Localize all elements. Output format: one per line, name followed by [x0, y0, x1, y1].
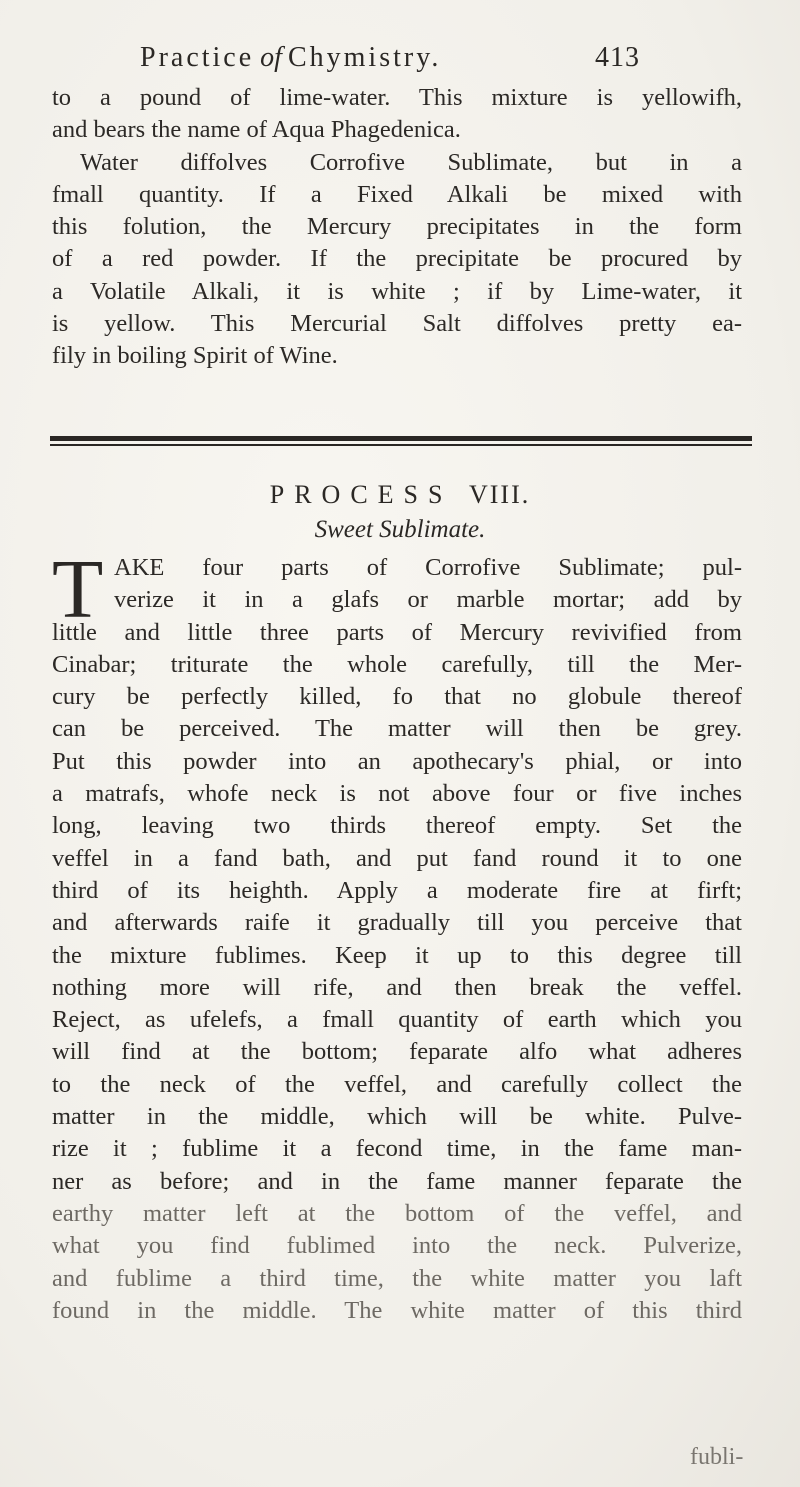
text-line: matter in the middle, which will be white. Pulve- — [52, 1103, 742, 1131]
text-line: Reject, as ufelefs, a fmall quantity of earth which you — [52, 1006, 742, 1034]
text-line: verize it in a glafs or marble mortar; add by — [114, 586, 742, 614]
process-heading-number: VIII. — [468, 480, 531, 509]
catchword: fubli- — [690, 1444, 744, 1470]
text-line: and fublime a third time, the white matter you laft — [52, 1264, 742, 1292]
running-head-title-left: Practice — [140, 42, 255, 73]
drop-cap: T — [52, 543, 104, 636]
text-line: long, leaving two thirds thereof empty. Set the — [52, 812, 742, 840]
text-line: this folution, the Mercury precipitates in the form — [52, 213, 742, 241]
text-line: to a pound of lime-water. This mixture is yellowifh, — [52, 84, 742, 111]
text-line: rize it ; fublime it a fecond time, in the fame man- — [52, 1135, 742, 1163]
text-line: of a red powder. If the precipitate be procured by — [52, 245, 742, 273]
text-line: ner as before; and in the fame manner feparate the — [52, 1167, 742, 1195]
text-line: cury be perfectly killed, fo that no globule thereof — [52, 683, 742, 711]
text-line: fily in boiling Spirit of Wine. — [52, 342, 338, 370]
section-rule-thick — [50, 436, 752, 441]
top-paragraph — [52, 82, 742, 373]
text-line: little and little three parts of Mercury revivified from — [52, 618, 742, 646]
text-line: Put this powder into an apothecary's phial, or into — [52, 747, 742, 775]
text-line: and bears the name of Aqua Phagedenica. — [52, 116, 461, 144]
text-line: earthy matter left at the bottom of the veffel, and — [52, 1199, 742, 1227]
text-line: what you find fublimed into the neck. Pulverize, — [52, 1232, 742, 1260]
text-line: the mixture fublimes. Keep it up to this degree till — [52, 941, 742, 969]
text-line: a Volatile Alkali, it is white ; if by Lime-water, it — [52, 277, 742, 305]
running-head-title-right: Chymistry. — [287, 42, 442, 73]
text-line: and afterwards raife it gradually till you perceive that — [52, 909, 742, 937]
running-head-title-of: of — [260, 42, 282, 73]
text-line: will find at the bottom; feparate alfo what adheres — [52, 1038, 742, 1066]
process-heading — [0, 480, 800, 510]
text-line: a matrafs, whofe neck is not above four or five inches — [52, 780, 742, 808]
text-line: veffel in a fand bath, and put fand round it to one — [52, 844, 742, 872]
process-subtitle: Sweet Sublimate. — [314, 516, 486, 543]
text-line: is yellow. This Mercurial Salt diffolves pretty ea- — [52, 310, 742, 338]
process-paragraph — [52, 552, 742, 1327]
running-head — [140, 42, 700, 74]
text-line: Cinabar; triturate the whole carefully, till the Mer- — [52, 650, 742, 678]
text-line: fmall quantity. If a Fixed Alkali be mixed with — [52, 180, 742, 208]
text-line: found in the middle. The white matter of this third — [52, 1296, 742, 1324]
text-line: can be perceived. The matter will then be grey. — [52, 715, 742, 743]
page-number: 413 — [595, 42, 640, 73]
section-rule-thin — [50, 444, 752, 446]
text-line: nothing more will rife, and then break the veffel. — [52, 973, 742, 1001]
text-line: Water diffolves Corrofive Sublimate, but in a — [80, 148, 742, 176]
process-heading-label: PROCESS — [269, 480, 453, 509]
text-line: AKE four parts of Corrofive Sublimate; pul- — [114, 554, 742, 581]
text-line: third of its heighth. Apply a moderate fire at firft; — [52, 876, 742, 904]
text-line: to the neck of the veffel, and carefully collect the — [52, 1070, 742, 1098]
